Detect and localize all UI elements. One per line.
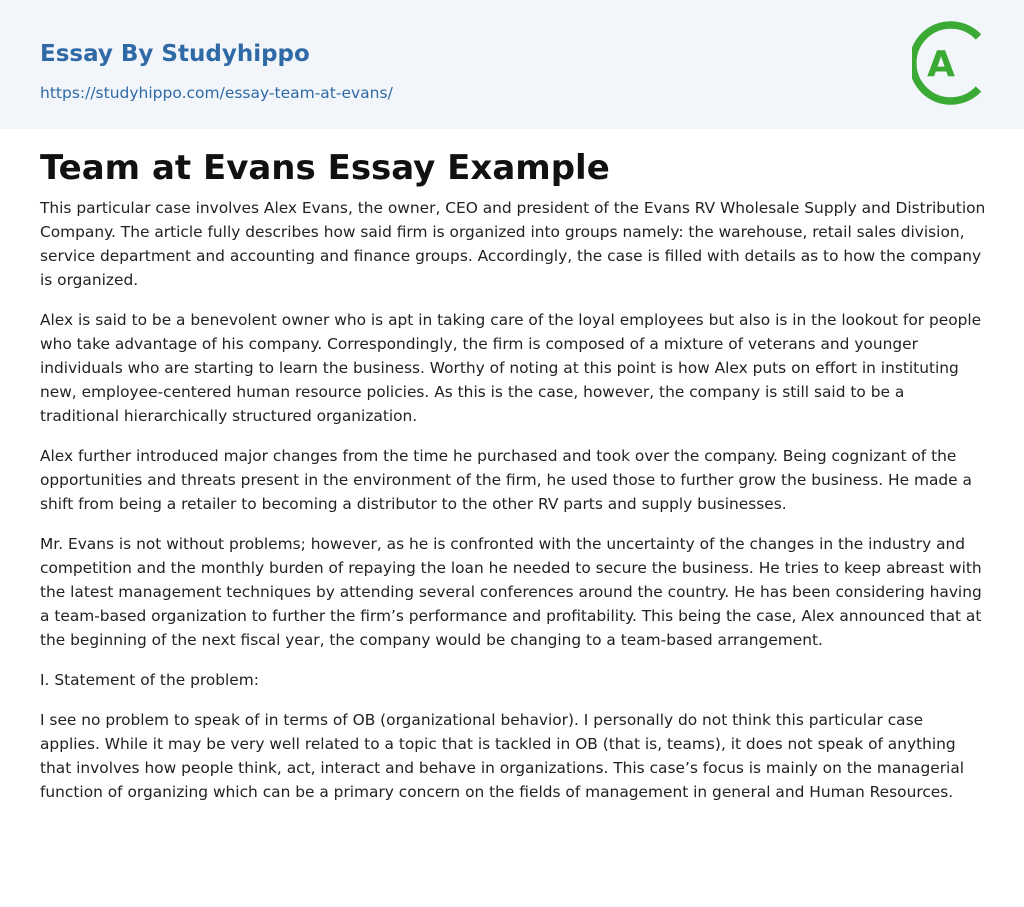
- article-body: [40, 129, 986, 820]
- paragraph-5: I see no problem to speak of in terms of OB (organizational behavior). I personally do not think this particular case applies. While it may be very well related to a topic that is tackled in OB (that is, teams), it does not speak of anything that involves how people think, act, interact and behave in organizations. This case’s focus is mainly on the managerial function of organizing which can be a primary concern on the fields of management in general and Human Resources.: [40, 711, 965, 801]
- source-url-link[interactable]: https://studyhippo.com/essay-team-at-evans/: [40, 84, 393, 102]
- paragraph-4: Mr. Evans is not without problems; however, as he is confronted with the uncertainty of the changes in the industry and competition and the monthly burden of repaying the loan he needed to secure the business. He tries to keep abreast with the latest management techniques by attending several conferences around the country. He has been considering having a team-based organization to further the firm’s performance and profitability. This being the case, Alex announced that at the beginning of the next fiscal year, the company would be changing to a team-based arrangement.: [40, 535, 982, 649]
- paragraph-1: This particular case involves Alex Evans, the owner, CEO and president of the Evans RV Wholesale Supply and Distribution Company. The article fully describes how said firm is organized into groups namely: the warehouse, retail sales division, service department and accounting and finance groups. Accordingly, the case is filled with details as to how the company is organized.: [40, 199, 986, 289]
- page-title: Team at Evans Essay Example: [40, 148, 610, 188]
- paragraph-2: Alex is said to be a benevolent owner who is apt in taking care of the loyal employees but also is in the lookout for people who take advantage of his company. Correspondingly, the firm is composed of a mixture of veterans and younger individuals who are starting to learn the business. Worthy of noting at this point is how Alex puts on effort in instituting new, employee-centered human resource policies. As this is the case, however, the company is still said to be a traditional hierarchically structured organization.: [40, 311, 982, 425]
- paragraph-3: Alex further introduced major changes from the time he purchased and took over the company. Being cognizant of the opportunities and threats present in the environment of the firm, he used those to further grow the business. He made a shift from being a retailer to becoming a distributor to the other RV parts and supply businesses.: [40, 447, 972, 513]
- brand-title[interactable]: Essay By Studyhippo: [40, 41, 310, 67]
- circle-a-logo-icon[interactable]: [912, 20, 986, 106]
- section-heading-problem: I. Statement of the problem:: [40, 671, 259, 689]
- logo-letter: A: [927, 44, 955, 85]
- site-header: [0, 0, 1024, 129]
